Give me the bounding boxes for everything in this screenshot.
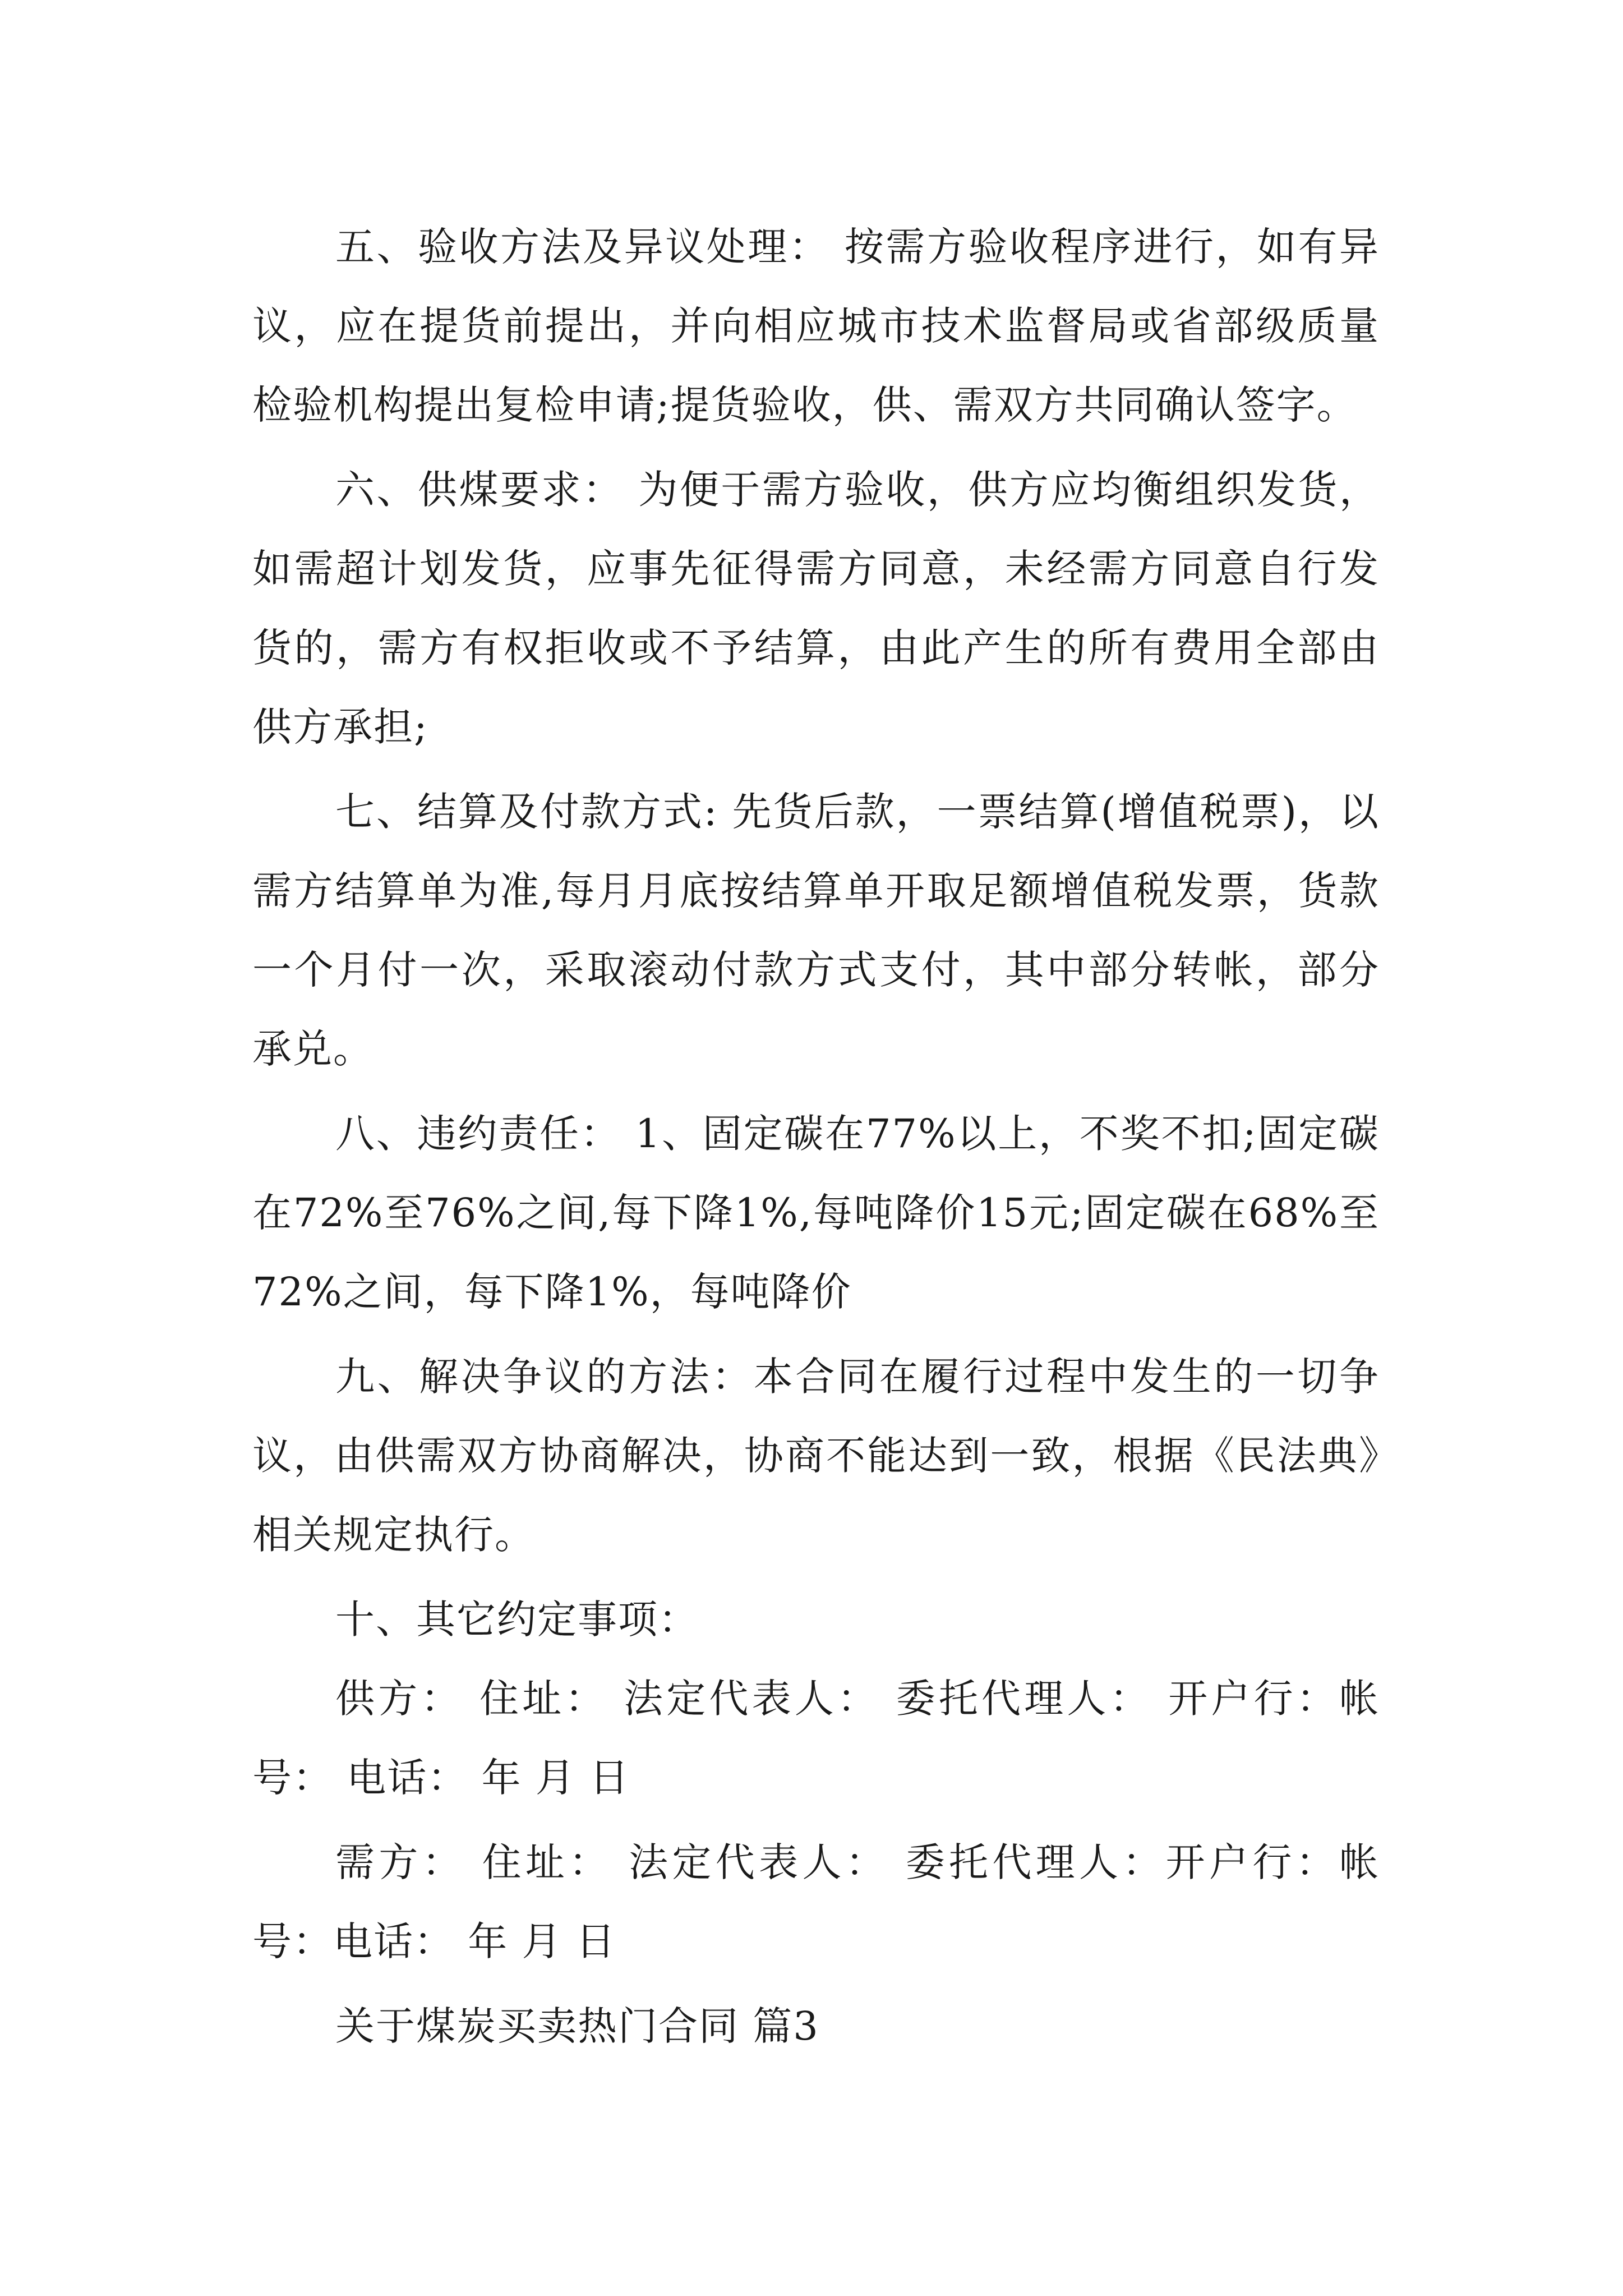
clause-liability: 八、违约责任： 1、固定碳在77%以上，不奖不扣;固定碳在72%至76%之间,每下降1%,每吨降价15元;固定碳在68%至72%之间，每下降1%，每吨降价 (252, 1111, 1380, 1315)
clause-other: 十、其它约定事项： (335, 1596, 699, 1642)
contract-body (252, 208, 1380, 2066)
buyer-signature-block: 需方： 住址： 法定代表人： 委托代理人：开户行：帐号：电话： 年 月 日 (252, 1839, 1380, 1964)
clause-inspection: 五、验收方法及异议处理： 按需方验收程序进行，如有异议，应在提货前提出，并向相应城市技术监督局或省部级质量检验机构提出复检申请;提货验收，供、需双方共同确认签字。 (252, 224, 1380, 428)
next-section-heading: 关于煤炭买卖热门合同 篇3 (335, 2003, 819, 2049)
clause-dispute: 九、解决争议的方法：本合同在履行过程中发生的一切争议，由供需双方协商解决，协商不能达到一致，根据《民法典》相关规定执行。 (252, 1354, 1380, 1558)
supplier-signature-block: 供方： 住址： 法定代表人： 委托代理人： 开户行：帐号： 电话： 年 月 日 (252, 1676, 1380, 1801)
clause-supply-requirements: 六、供煤要求： 为便于需方验收，供方应均衡组织发货，如需超计划发货，应事先征得需方同意，未经需方同意自行发货的，需方有权拒收或不予结算，由此产生的所有费用全部由供方承担; (252, 467, 1380, 750)
clause-payment: 七、结算及付款方式: 先货后款，一票结算(增值税票)，以需方结算单为准,每月月底按结算单开取足额增值税发票，货款一个月付一次，采取滚动付款方式支付，其中部分转帐，部分承兑。 (252, 789, 1380, 1072)
